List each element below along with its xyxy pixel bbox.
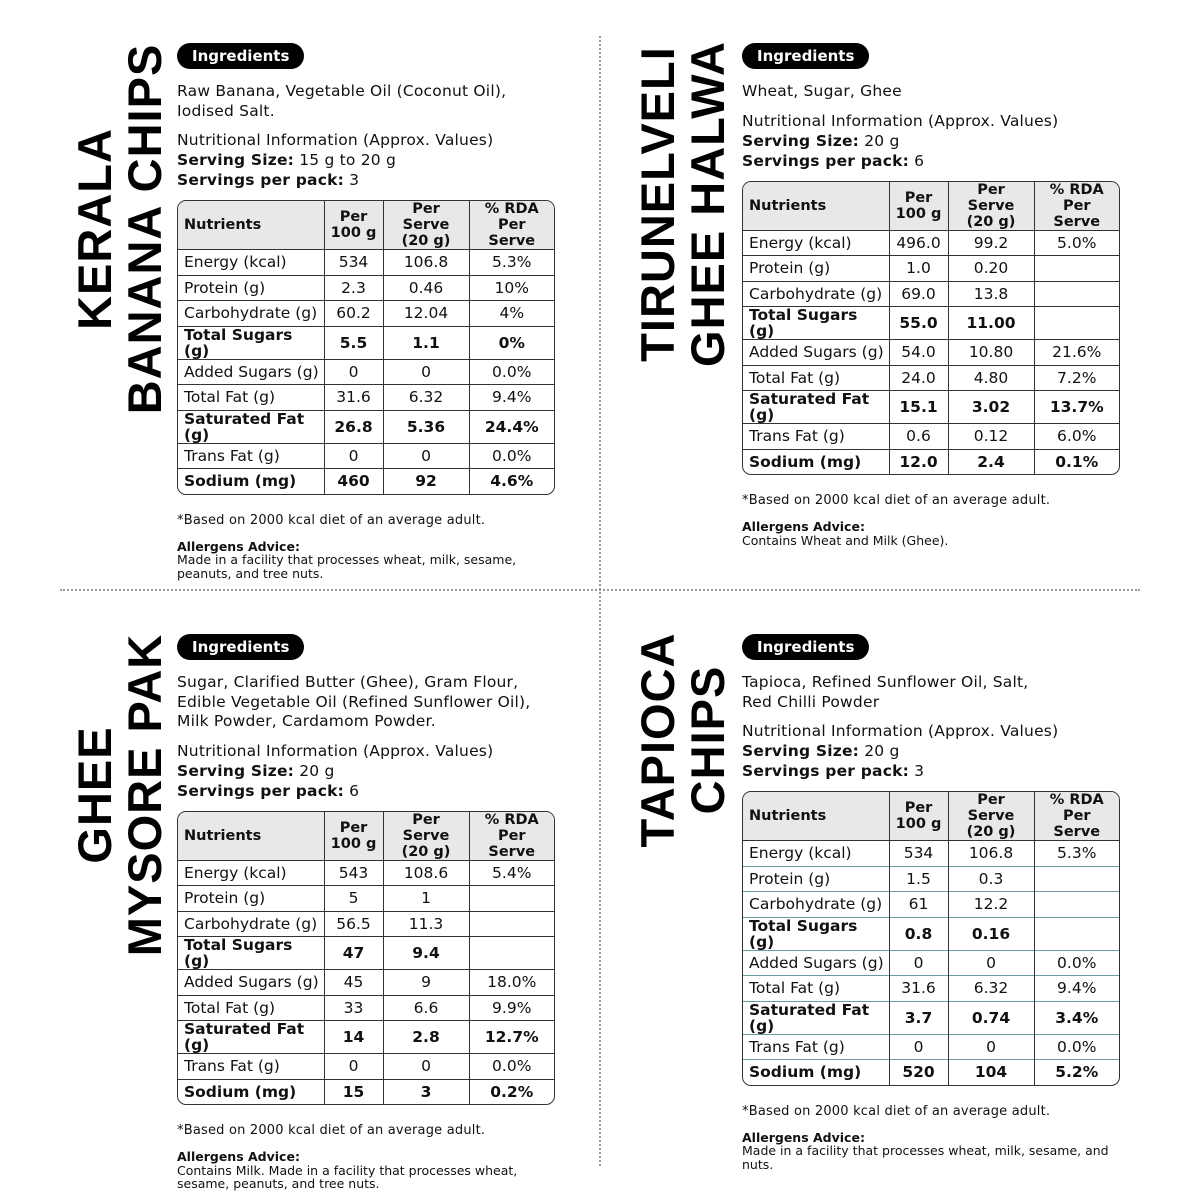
rda-cell: 3.4% bbox=[1034, 1001, 1119, 1034]
table-row bbox=[178, 860, 554, 886]
nutrient-name-cell: Total Fat (g) bbox=[178, 995, 324, 1021]
nutrient-name-cell: Total Sugars (g) bbox=[178, 937, 324, 970]
table-row bbox=[178, 469, 554, 494]
nutrient-name-cell: Total Fat (g) bbox=[178, 385, 324, 411]
per-serve-cell: 2.4 bbox=[948, 449, 1034, 474]
serving-size-value: 20 g bbox=[864, 131, 900, 150]
rda-footnote: *Based on 2000 kcal diet of an average adult. bbox=[742, 493, 1051, 508]
table-row bbox=[743, 424, 1119, 450]
rda-cell: 7.2% bbox=[1034, 365, 1119, 391]
nutrition-table bbox=[177, 811, 555, 1106]
table-header-row bbox=[178, 201, 554, 250]
header-rda-text: Per Serve bbox=[488, 217, 536, 249]
nutrition-heading: Nutritional Information (Approx. Values) bbox=[177, 131, 494, 149]
nutrient-name-cell: Carbohydrate (g) bbox=[743, 892, 889, 918]
per-100g-cell: 0 bbox=[324, 443, 383, 469]
header-per-100g-text: Per bbox=[904, 189, 933, 206]
per-serve-cell: 0 bbox=[383, 1054, 469, 1080]
table-row bbox=[743, 256, 1119, 282]
per-100g-cell: 55.0 bbox=[889, 307, 948, 340]
nutrient-name-cell: Total Fat (g) bbox=[743, 976, 889, 1002]
product-title-line1: GHEE bbox=[68, 726, 121, 864]
per-serve-cell: 12.2 bbox=[948, 892, 1034, 918]
allergen-text: Made in a facility that processes wheat, milk, sesame, peanuts, and tree nuts. bbox=[177, 552, 517, 581]
header-nutrients bbox=[178, 201, 324, 250]
per-serve-cell: 1.1 bbox=[383, 326, 469, 359]
per-100g-cell: 0 bbox=[889, 950, 948, 976]
table-row bbox=[743, 281, 1119, 307]
allergen-advice bbox=[742, 520, 1142, 547]
servings-per-pack-value: 3 bbox=[349, 171, 360, 189]
header-per-serve-text: Per Serve bbox=[967, 792, 1015, 824]
nutrition-heading: Nutritional Information (Approx. Values) bbox=[742, 722, 1059, 740]
rda-cell: 13.7% bbox=[1034, 391, 1119, 424]
table-row bbox=[178, 1021, 554, 1054]
header-rda-text: % RDA bbox=[484, 811, 539, 828]
header-per-100g-text: Per bbox=[339, 819, 368, 836]
table-row bbox=[743, 449, 1119, 474]
nutrient-name-cell: Trans Fat (g) bbox=[743, 424, 889, 450]
table-row bbox=[743, 917, 1119, 950]
nutrient-name-cell: Added Sugars (g) bbox=[178, 970, 324, 996]
header-per-serve-text: Per Serve bbox=[402, 201, 450, 233]
per-serve-cell: 106.8 bbox=[383, 250, 469, 276]
header-rda-text: % RDA bbox=[484, 201, 539, 217]
header-nutrients-text: Nutrients bbox=[184, 217, 262, 233]
per-serve-cell: 0 bbox=[383, 443, 469, 469]
per-100g-cell: 31.6 bbox=[889, 976, 948, 1002]
per-serve-cell: 0 bbox=[948, 1034, 1034, 1060]
ingredients-text: Raw Banana, Vegetable Oil (Coconut Oil), Iodised Salt. bbox=[177, 82, 507, 120]
table-row bbox=[743, 340, 1119, 366]
rda-cell: 10% bbox=[469, 275, 554, 301]
nutrient-name-cell: Sodium (mg) bbox=[178, 1079, 324, 1104]
header-per-100g-text: 100 g bbox=[895, 816, 942, 832]
per-serve-cell: 4.80 bbox=[948, 365, 1034, 391]
per-serve-cell: 10.80 bbox=[948, 340, 1034, 366]
table-row bbox=[743, 1001, 1119, 1034]
product-title-line1: TIRUNELVELI bbox=[631, 46, 684, 362]
ingredients-badge: Ingredients bbox=[177, 634, 304, 660]
ingredients-text: Wheat, Sugar, Ghee bbox=[742, 82, 902, 100]
nutrient-name-cell: Trans Fat (g) bbox=[743, 1034, 889, 1060]
panel-mysore-pak bbox=[177, 634, 577, 1191]
ingredients-badge: Ingredients bbox=[742, 43, 869, 69]
nutrient-name-cell: Trans Fat (g) bbox=[178, 443, 324, 469]
per-100g-cell: 47 bbox=[324, 937, 383, 970]
nutrient-name-cell: Carbohydrate (g) bbox=[743, 281, 889, 307]
header-per-serve-text: (20 g) bbox=[966, 824, 1016, 840]
per-100g-cell: 496.0 bbox=[889, 230, 948, 256]
per-100g-cell: 15.1 bbox=[889, 391, 948, 424]
nutrient-name-cell: Protein (g) bbox=[743, 256, 889, 282]
per-100g-cell: 534 bbox=[324, 250, 383, 276]
serving-size-label: Serving Size: bbox=[742, 131, 860, 150]
table-row bbox=[743, 391, 1119, 424]
serving-size-value: 15 g to 20 g bbox=[299, 151, 397, 169]
ingredients-badge: Ingredients bbox=[177, 43, 304, 69]
header-nutrients-text: Nutrients bbox=[184, 827, 262, 844]
header-rda-text: % RDA bbox=[1049, 792, 1104, 808]
table-row bbox=[178, 250, 554, 276]
nutrient-name-cell: Saturated Fat (g) bbox=[178, 410, 324, 443]
rda-cell: 0.0% bbox=[469, 359, 554, 385]
ingredients-text: Sugar, Clarified Butter (Ghee), Gram Flour, Edible Vegetable Oil (Refined Sunflower Oil), Milk Powder, Cardamom Powder. bbox=[177, 673, 531, 730]
table-row bbox=[178, 275, 554, 301]
header-per-100g-text: Per bbox=[339, 209, 368, 225]
header-per-serve-text: (20 g) bbox=[401, 233, 451, 249]
nutrient-name-cell: Saturated Fat (g) bbox=[743, 391, 889, 424]
nutrient-name-cell: Trans Fat (g) bbox=[178, 1054, 324, 1080]
table-row bbox=[178, 1079, 554, 1104]
header-rda-text: Per Serve bbox=[1053, 808, 1101, 840]
servings-per-pack-value: 6 bbox=[914, 151, 925, 170]
per-serve-cell: 0.3 bbox=[948, 866, 1034, 892]
rda-cell bbox=[469, 911, 554, 937]
header-rda-text: Per Serve bbox=[488, 827, 536, 860]
per-100g-cell: 31.6 bbox=[324, 385, 383, 411]
per-100g-cell: 2.3 bbox=[324, 275, 383, 301]
serving-size-value: 20 g bbox=[864, 742, 900, 760]
nutrient-name-cell: Protein (g) bbox=[743, 866, 889, 892]
per-serve-cell: 0 bbox=[383, 359, 469, 385]
nutrient-name-cell: Total Sugars (g) bbox=[743, 307, 889, 340]
table-row bbox=[178, 301, 554, 327]
per-serve-cell: 2.8 bbox=[383, 1021, 469, 1054]
nutrition-table bbox=[742, 791, 1120, 1086]
rda-cell: 0.0% bbox=[469, 443, 554, 469]
per-serve-cell: 106.8 bbox=[948, 841, 1034, 867]
per-serve-cell: 12.04 bbox=[383, 301, 469, 327]
rda-footnote: *Based on 2000 kcal diet of an average adult. bbox=[177, 1123, 486, 1138]
per-100g-cell: 534 bbox=[889, 841, 948, 867]
header-rda bbox=[469, 201, 554, 250]
per-serve-cell: 9 bbox=[383, 970, 469, 996]
nutrition-table bbox=[742, 181, 1120, 476]
header-per-100g-text: 100 g bbox=[330, 225, 377, 241]
servings-per-pack-value: 3 bbox=[914, 762, 925, 780]
table-row bbox=[743, 365, 1119, 391]
nutrient-name-cell: Added Sugars (g) bbox=[178, 359, 324, 385]
rda-cell bbox=[1034, 281, 1119, 307]
rda-cell: 6.0% bbox=[1034, 424, 1119, 450]
per-serve-cell: 9.4 bbox=[383, 937, 469, 970]
header-per-100g-text: 100 g bbox=[895, 205, 942, 222]
nutrition-heading: Nutritional Information (Approx. Values) bbox=[177, 741, 494, 760]
table-header-row bbox=[743, 182, 1119, 231]
table-row bbox=[743, 230, 1119, 256]
per-100g-cell: 0 bbox=[889, 1034, 948, 1060]
per-serve-cell: 6.32 bbox=[948, 976, 1034, 1002]
rda-cell: 0.2% bbox=[469, 1079, 554, 1104]
rda-cell: 0% bbox=[469, 326, 554, 359]
nutrient-name-cell: Protein (g) bbox=[178, 886, 324, 912]
per-100g-cell: 520 bbox=[889, 1060, 948, 1085]
rda-cell: 0.0% bbox=[1034, 1034, 1119, 1060]
nutrition-table bbox=[177, 200, 555, 495]
nutrient-name-cell: Sodium (mg) bbox=[743, 1060, 889, 1085]
header-per-serve bbox=[383, 812, 469, 861]
per-serve-cell: 99.2 bbox=[948, 230, 1034, 256]
header-per-serve-text: (20 g) bbox=[401, 843, 451, 860]
table-row bbox=[178, 911, 554, 937]
header-rda bbox=[1034, 182, 1119, 231]
nutrient-name-cell: Saturated Fat (g) bbox=[178, 1021, 324, 1054]
allergen-label: Allergens Advice: bbox=[742, 1129, 865, 1145]
allergen-text: Contains Milk. Made in a facility that processes wheat, sesame, peanuts, and tree nuts. bbox=[177, 1162, 518, 1191]
header-per-serve bbox=[948, 792, 1034, 841]
header-per-100g bbox=[324, 812, 383, 861]
nutrient-name-cell: Total Fat (g) bbox=[743, 365, 889, 391]
nutrient-name-cell: Added Sugars (g) bbox=[743, 340, 889, 366]
per-100g-cell: 15 bbox=[324, 1079, 383, 1104]
nutrient-name-cell: Total Sugars (g) bbox=[178, 326, 324, 359]
header-per-100g-text: 100 g bbox=[330, 835, 377, 852]
per-100g-cell: 1.0 bbox=[889, 256, 948, 282]
allergen-text: Contains Wheat and Milk (Ghee). bbox=[742, 532, 949, 548]
rda-cell bbox=[1034, 307, 1119, 340]
product-title-line1: TAPIOCA bbox=[631, 632, 684, 848]
per-100g-cell: 5.5 bbox=[324, 326, 383, 359]
table-row bbox=[178, 385, 554, 411]
header-per-serve-text: Per Serve bbox=[402, 811, 450, 844]
rda-cell: 5.2% bbox=[1034, 1060, 1119, 1085]
allergen-label: Allergens Advice: bbox=[177, 1149, 300, 1164]
per-serve-cell: 6.6 bbox=[383, 995, 469, 1021]
rda-cell bbox=[1034, 256, 1119, 282]
allergen-label: Allergens Advice: bbox=[177, 538, 300, 554]
table-row bbox=[743, 976, 1119, 1002]
rda-cell: 12.7% bbox=[469, 1021, 554, 1054]
per-serve-cell: 0.12 bbox=[948, 424, 1034, 450]
nutrient-name-cell: Energy (kcal) bbox=[184, 253, 287, 272]
per-100g-cell: 69.0 bbox=[889, 281, 948, 307]
header-per-100g-text: Per bbox=[904, 800, 933, 816]
rda-cell: 9.4% bbox=[1034, 976, 1119, 1002]
product-title-line2: CHIPS bbox=[681, 665, 734, 815]
nutrient-name-cell: Sodium (mg) bbox=[743, 449, 889, 474]
rda-cell: 5.4% bbox=[469, 860, 554, 886]
per-100g-cell: 56.5 bbox=[324, 911, 383, 937]
table-row bbox=[743, 307, 1119, 340]
servings-per-pack-label: Servings per pack: bbox=[742, 762, 909, 780]
per-serve-cell: 11.3 bbox=[383, 911, 469, 937]
per-serve-cell: 1 bbox=[383, 886, 469, 912]
allergen-advice bbox=[177, 540, 557, 581]
header-per-serve bbox=[383, 201, 469, 250]
per-100g-cell: 26.8 bbox=[324, 410, 383, 443]
nutrition-info bbox=[742, 111, 1142, 171]
rda-cell: 4% bbox=[469, 301, 554, 327]
rda-cell bbox=[1034, 892, 1119, 918]
per-100g-cell: 12.0 bbox=[889, 449, 948, 474]
header-per-100g bbox=[889, 182, 948, 231]
allergen-label: Allergens Advice: bbox=[742, 519, 865, 534]
serving-size-value: 20 g bbox=[299, 761, 335, 780]
product-title-line2: MYSORE PAK bbox=[118, 633, 171, 957]
rda-footnote: *Based on 2000 kcal diet of an average adult. bbox=[177, 512, 486, 528]
rda-cell: 24.4% bbox=[469, 410, 554, 443]
rda-cell: 18.0% bbox=[469, 970, 554, 996]
nutrition-info bbox=[177, 130, 577, 190]
per-serve-cell: 5.36 bbox=[383, 410, 469, 443]
servings-per-pack-value: 6 bbox=[349, 781, 360, 800]
per-100g-cell: 24.0 bbox=[889, 365, 948, 391]
rda-cell: 21.6% bbox=[1034, 340, 1119, 366]
header-nutrients bbox=[743, 792, 889, 841]
nutrient-name-cell: Carbohydrate (g) bbox=[178, 301, 324, 327]
table-row bbox=[743, 1060, 1119, 1085]
rda-cell: 9.4% bbox=[469, 385, 554, 411]
table-row bbox=[178, 970, 554, 996]
allergen-advice bbox=[742, 1131, 1122, 1172]
table-row bbox=[743, 1034, 1119, 1060]
servings-per-pack-label: Servings per pack: bbox=[742, 151, 909, 170]
rda-cell: 0.0% bbox=[469, 1054, 554, 1080]
nutrition-info bbox=[177, 741, 577, 801]
header-rda-text: Per Serve bbox=[1053, 197, 1101, 230]
rda-cell bbox=[1034, 917, 1119, 950]
panel-banana-chips bbox=[177, 43, 577, 580]
header-nutrients-text: Nutrients bbox=[749, 197, 827, 214]
header-per-100g bbox=[889, 792, 948, 841]
nutrient-name-cell: Energy (kcal) bbox=[184, 863, 287, 882]
table-row bbox=[178, 443, 554, 469]
rda-cell: 0.1% bbox=[1034, 449, 1119, 474]
table-row bbox=[178, 326, 554, 359]
rda-cell: 9.9% bbox=[469, 995, 554, 1021]
product-title-line1: KERALA bbox=[68, 128, 121, 330]
panel-tapioca-chips bbox=[742, 634, 1142, 1171]
table-row bbox=[178, 937, 554, 970]
rda-cell bbox=[469, 886, 554, 912]
table-row bbox=[743, 892, 1119, 918]
per-serve-cell: 6.32 bbox=[383, 385, 469, 411]
serving-size-label: Serving Size: bbox=[177, 761, 295, 780]
rda-cell: 5.0% bbox=[1034, 230, 1119, 256]
table-header-row bbox=[743, 792, 1119, 841]
per-100g-cell: 3.7 bbox=[889, 1001, 948, 1034]
nutrient-name-cell: Sodium (mg) bbox=[178, 469, 324, 494]
nutrient-name-cell: Carbohydrate (g) bbox=[178, 911, 324, 937]
per-serve-cell: 108.6 bbox=[383, 860, 469, 886]
nutrient-name-cell: Total Sugars (g) bbox=[743, 917, 889, 950]
rda-cell bbox=[469, 937, 554, 970]
horizontal-divider bbox=[60, 589, 1140, 591]
per-100g-cell: 61 bbox=[889, 892, 948, 918]
rda-cell: 0.0% bbox=[1034, 950, 1119, 976]
per-serve-cell: 0.74 bbox=[948, 1001, 1034, 1034]
header-per-100g bbox=[324, 201, 383, 250]
per-serve-cell: 0 bbox=[948, 950, 1034, 976]
per-serve-cell: 11.00 bbox=[948, 307, 1034, 340]
table-row bbox=[178, 359, 554, 385]
header-per-serve-text: Per Serve bbox=[967, 181, 1015, 214]
allergen-text: Made in a facility that processes wheat, milk, sesame, and nuts. bbox=[742, 1143, 1109, 1172]
vertical-divider bbox=[599, 36, 601, 1166]
per-100g-cell: 54.0 bbox=[889, 340, 948, 366]
header-rda bbox=[1034, 792, 1119, 841]
per-100g-cell: 45 bbox=[324, 970, 383, 996]
table-row bbox=[743, 950, 1119, 976]
per-100g-cell: 543 bbox=[324, 860, 383, 886]
rda-cell: 5.3% bbox=[1034, 841, 1119, 867]
nutrient-name-cell: Energy (kcal) bbox=[749, 233, 852, 252]
product-title-line2: GHEE HALWA bbox=[681, 41, 734, 367]
rda-footnote: *Based on 2000 kcal diet of an average adult. bbox=[742, 1103, 1051, 1119]
nutrient-name-cell: Added Sugars (g) bbox=[743, 950, 889, 976]
per-100g-cell: 60.2 bbox=[324, 301, 383, 327]
nutrient-name-cell: Saturated Fat (g) bbox=[743, 1001, 889, 1034]
serving-size-label: Serving Size: bbox=[177, 151, 295, 169]
product-title-line2: BANANA CHIPS bbox=[118, 43, 171, 415]
header-per-serve bbox=[948, 182, 1034, 231]
servings-per-pack-label: Servings per pack: bbox=[177, 781, 344, 800]
per-100g-cell: 1.5 bbox=[889, 866, 948, 892]
header-per-serve-text: (20 g) bbox=[966, 213, 1016, 230]
per-serve-cell: 3.02 bbox=[948, 391, 1034, 424]
per-serve-cell: 104 bbox=[948, 1060, 1034, 1085]
table-row bbox=[178, 410, 554, 443]
per-serve-cell: 0.20 bbox=[948, 256, 1034, 282]
header-nutrients-text: Nutrients bbox=[749, 808, 827, 824]
header-nutrients bbox=[743, 182, 889, 231]
header-rda-text: % RDA bbox=[1049, 181, 1104, 198]
per-serve-cell: 3 bbox=[383, 1079, 469, 1104]
nutrition-heading: Nutritional Information (Approx. Values) bbox=[742, 111, 1059, 130]
table-header-row bbox=[178, 812, 554, 861]
table-row bbox=[178, 886, 554, 912]
nutrient-name-cell: Energy (kcal) bbox=[749, 844, 852, 863]
per-100g-cell: 460 bbox=[324, 469, 383, 494]
per-100g-cell: 0.6 bbox=[889, 424, 948, 450]
allergen-advice bbox=[177, 1150, 557, 1191]
table-row bbox=[743, 841, 1119, 867]
rda-cell: 4.6% bbox=[469, 469, 554, 494]
per-serve-cell: 13.8 bbox=[948, 281, 1034, 307]
table-row bbox=[743, 866, 1119, 892]
nutrient-name-cell: Protein (g) bbox=[178, 275, 324, 301]
header-rda bbox=[469, 812, 554, 861]
per-100g-cell: 0 bbox=[324, 359, 383, 385]
table-row bbox=[178, 1054, 554, 1080]
ingredients-badge: Ingredients bbox=[742, 634, 869, 660]
rda-cell bbox=[1034, 866, 1119, 892]
ingredients-text: Tapioca, Refined Sunflower Oil, Salt, Red Chilli Powder bbox=[742, 673, 1029, 711]
header-nutrients bbox=[178, 812, 324, 861]
rda-cell: 5.3% bbox=[469, 250, 554, 276]
per-100g-cell: 5 bbox=[324, 886, 383, 912]
per-serve-cell: 92 bbox=[383, 469, 469, 494]
panel-ghee-halwa bbox=[742, 43, 1142, 547]
per-100g-cell: 0.8 bbox=[889, 917, 948, 950]
servings-per-pack-label: Servings per pack: bbox=[177, 171, 344, 189]
nutrition-info bbox=[742, 721, 1142, 781]
table-row bbox=[178, 995, 554, 1021]
per-100g-cell: 0 bbox=[324, 1054, 383, 1080]
per-serve-cell: 0.16 bbox=[948, 917, 1034, 950]
per-100g-cell: 14 bbox=[324, 1021, 383, 1054]
per-serve-cell: 0.46 bbox=[383, 275, 469, 301]
per-100g-cell: 33 bbox=[324, 995, 383, 1021]
serving-size-label: Serving Size: bbox=[742, 742, 860, 760]
